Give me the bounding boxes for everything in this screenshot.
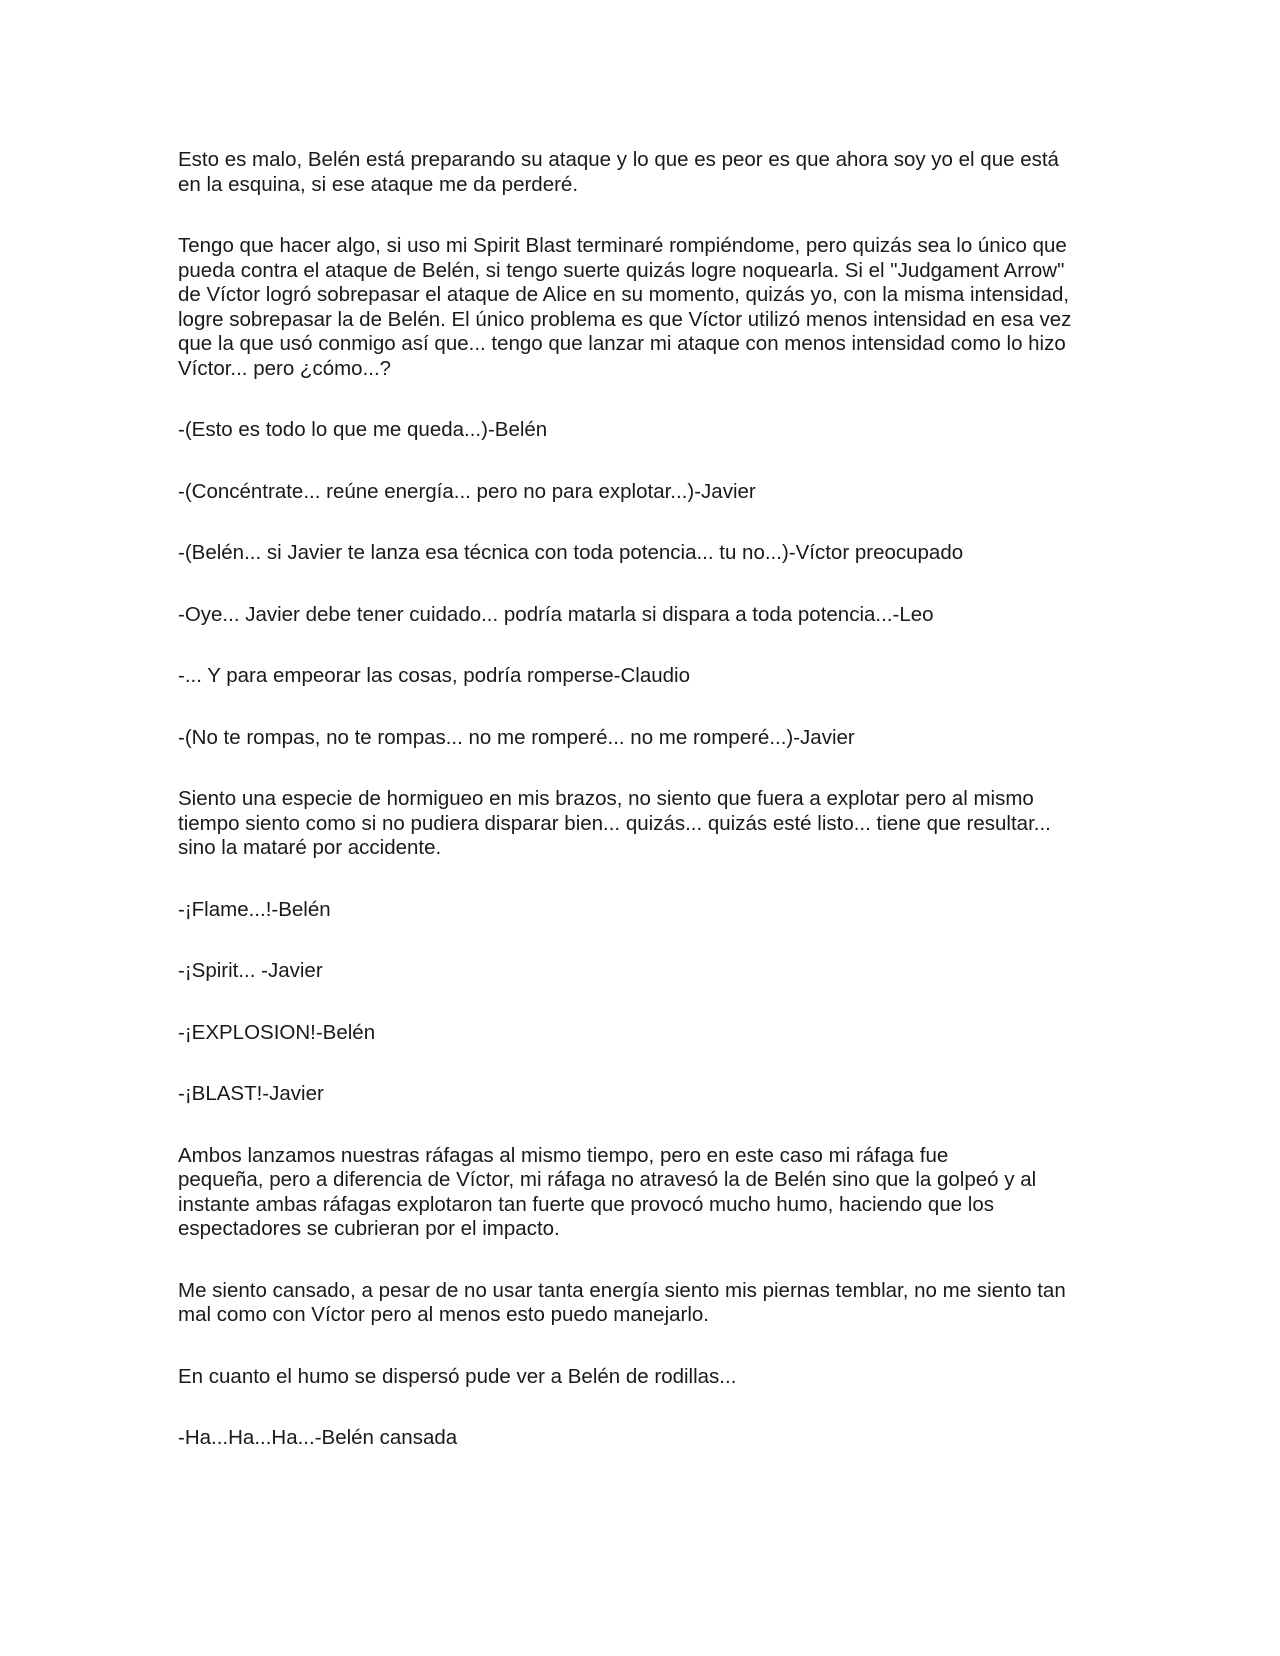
text-line: Siento una especie de hormigueo en mis brazos, no siento que fuera a explotar pero al mismo [178,787,1034,810]
document-body [178,148,1098,1488]
text-line: logre sobrepasar la de Belén. El único problema es que Víctor utilizó menos intensidad en esa vez [178,307,1072,331]
paragraph [178,787,1098,861]
dialogue-line [178,959,1098,984]
dialogue-line [178,480,1098,505]
text-line: instante ambas ráfagas explotaron tan fuerte que provocó mucho humo, haciendo que los [178,1192,994,1216]
text-line: pueda contra el ataque de Belén, si tengo suerte quizás logre noquearla. Si el "Judgament Arrow" [178,258,1065,282]
dialogue-line [178,898,1098,923]
paragraph [178,148,1098,197]
dialogue-line [178,1426,1098,1451]
text-line: Ambos lanzamos nuestras ráfagas al mismo tiempo, pero en este caso mi ráfaga fue [178,1143,949,1167]
paragraph [178,234,1098,381]
paragraph [178,1144,1098,1242]
text-line: -¡Spirit... -Javier [178,959,323,982]
text-line: Tengo que hacer algo, si uso mi Spirit Blast terminaré rompiéndome, pero quizás sea lo único que [178,234,1067,257]
dialogue-line [178,1021,1098,1046]
text-line: -¡BLAST!-Javier [178,1082,324,1105]
text-line: de Víctor logró sobrepasar el ataque de Alice en su momento, quizás yo, con la misma intensidad, [178,283,1070,306]
text-line: -¡Flame...!-Belén [178,897,331,921]
text-line: en la esquina, si ese ataque me da perderé. [178,172,579,196]
text-line: -Oye... Javier debe tener cuidado... podría matarla si dispara a toda potencia...-Leo [178,602,934,626]
text-line: -(Belén... si Javier te lanza esa técnica con toda potencia... tu no...)-Víctor preocupado [178,541,964,564]
text-line: Me siento cansado, a pesar de no usar tanta energía siento mis piernas temblar, no me siento tan [178,1278,1066,1302]
text-line: Esto es malo, Belén está preparando su ataque y lo que es peor es que ahora soy yo el que está [178,148,1059,171]
dialogue-line [178,418,1098,443]
dialogue-line [178,603,1098,628]
dialogue-line [178,726,1098,751]
text-line: Víctor... pero ¿cómo...? [178,356,392,380]
text-line: -¡EXPLOSION!-Belén [178,1020,376,1044]
text-line: que la que usó conmigo así que... tengo que lanzar mi ataque con menos intensidad como lo hizo [178,332,1066,355]
text-line: -(Concéntrate... reúne energía... pero no para explotar...)-Javier [178,479,756,503]
paragraph [178,1365,1098,1390]
text-line: -(No te rompas, no te rompas... no me romperé... no me romperé...)-Javier [178,725,855,749]
text-line: sino la mataré por accidente. [178,836,442,859]
text-line: mal como con Víctor pero al menos esto puedo manejarlo. [178,1303,709,1326]
text-line: -(Esto es todo lo que me queda...)-Belén [178,418,548,441]
dialogue-line [178,1082,1098,1107]
text-line: -... Y para empeorar las cosas, podría romperse-Claudio [178,664,690,687]
text-line: espectadores se cubrieran por el impacto. [178,1217,560,1240]
paragraph [178,1279,1098,1328]
text-line: -Ha...Ha...Ha...-Belén cansada [178,1426,458,1449]
dialogue-line [178,664,1098,689]
text-line: tiempo siento como si no pudiera disparar bien... quizás... quizás esté listo... tiene que resultar... [178,811,1051,835]
dialogue-line [178,541,1098,566]
text-line: En cuanto el humo se dispersó pude ver a Belén de rodillas... [178,1364,737,1388]
text-line: pequeña, pero a diferencia de Víctor, mi ráfaga no atravesó la de Belén sino que la golpeó y al [178,1168,1037,1191]
